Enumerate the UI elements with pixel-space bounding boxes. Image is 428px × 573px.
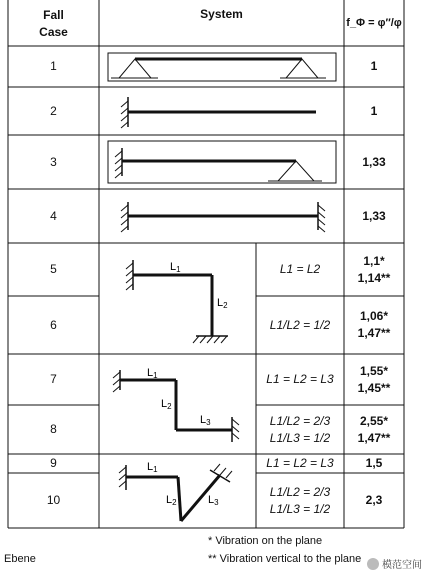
factor-case-3: 1,33 xyxy=(362,154,386,169)
watermark-text: 模范空间 xyxy=(382,560,422,571)
label-L1-case5: L1 xyxy=(170,261,181,274)
label-L3-case9: L3 xyxy=(208,494,219,507)
diagram-case-9-10 xyxy=(119,464,232,521)
case-9: 9 xyxy=(50,456,57,470)
factor-case-1: 1 xyxy=(370,59,378,73)
diagram-case-2 xyxy=(121,97,316,128)
factor-case-6-b: 1,47** xyxy=(357,326,391,340)
factor-case-2: 1 xyxy=(370,103,378,118)
case-5: 5 xyxy=(50,262,57,276)
ratio-case-5: L1 = L2 xyxy=(279,262,321,276)
diagram-case-7-8 xyxy=(113,370,239,442)
label-L2-case7: L2 xyxy=(161,398,172,411)
label-L1-case9: L1 xyxy=(147,461,158,474)
factor-case-5-a: 1,1* xyxy=(363,253,385,268)
ratio-case-10 xyxy=(256,473,344,528)
case-4: 4 xyxy=(50,208,57,223)
case-7: 7 xyxy=(50,372,57,386)
note-vibration-plane: * Vibration on the plane xyxy=(208,535,323,547)
header-system: System xyxy=(200,6,243,21)
ratio-case-6: L1/L2 = 1/2 xyxy=(269,317,331,332)
header-factor: f_Φ = φ″/φ xyxy=(346,16,402,29)
case-1: 1 xyxy=(50,59,57,73)
diagram-case-1 xyxy=(108,53,336,81)
watermark xyxy=(367,556,422,571)
note-vibration-vertical: ** Vibration vertical to the plane xyxy=(208,553,362,565)
diagram-case-3 xyxy=(108,141,336,183)
factor-case-5 xyxy=(344,243,404,296)
watermark-logo-icon xyxy=(367,558,379,570)
diagram-case-4 xyxy=(121,202,325,232)
factor-case-7-b: 1,45** xyxy=(357,380,391,395)
factor-case-6-a: 1,06* xyxy=(359,309,389,323)
ratio-case-10-a: L1/L2 = 2/3 xyxy=(269,484,331,499)
ratio-case-8-b: L1/L3 = 1/2 xyxy=(269,430,331,445)
factor-case-10: 2,3 xyxy=(365,493,383,507)
factor-case-4: 1,33 xyxy=(362,208,386,223)
header-case-line2: Case xyxy=(39,25,68,39)
factor-case-7-a: 1,55* xyxy=(359,363,389,378)
factor-case-9: 1,5 xyxy=(365,456,383,470)
ratio-case-8 xyxy=(256,405,344,454)
case-3: 3 xyxy=(50,154,57,169)
label-L2-case9: L2 xyxy=(166,494,177,507)
factor-case-7 xyxy=(344,354,404,405)
ratio-case-8-a: L1/L2 = 2/3 xyxy=(269,413,331,428)
ratio-case-10-b: L1/L3 = 1/2 xyxy=(269,501,331,516)
factor-case-5-b: 1,14** xyxy=(357,270,391,285)
factor-case-6 xyxy=(344,296,404,354)
ratio-case-9: L1 = L2 = L3 xyxy=(266,456,334,470)
factor-case-8-a: 2,55* xyxy=(359,413,389,428)
factor-case-8 xyxy=(344,405,404,454)
case-6: 6 xyxy=(50,317,57,332)
ratio-case-7: L1 = L2 = L3 xyxy=(266,372,334,386)
case-2: 2 xyxy=(50,103,57,118)
label-L1-case7: L1 xyxy=(147,367,158,380)
case-8: 8 xyxy=(50,422,57,436)
label-L3-case7: L3 xyxy=(200,414,211,427)
factor-case-8-b: 1,47** xyxy=(357,430,391,445)
label-L2-case5: L2 xyxy=(217,297,228,310)
footer-left-label: Ebene xyxy=(4,553,36,565)
case-10: 10 xyxy=(46,493,61,507)
header-case-line1: Fall xyxy=(43,8,64,22)
header-case xyxy=(8,4,99,44)
